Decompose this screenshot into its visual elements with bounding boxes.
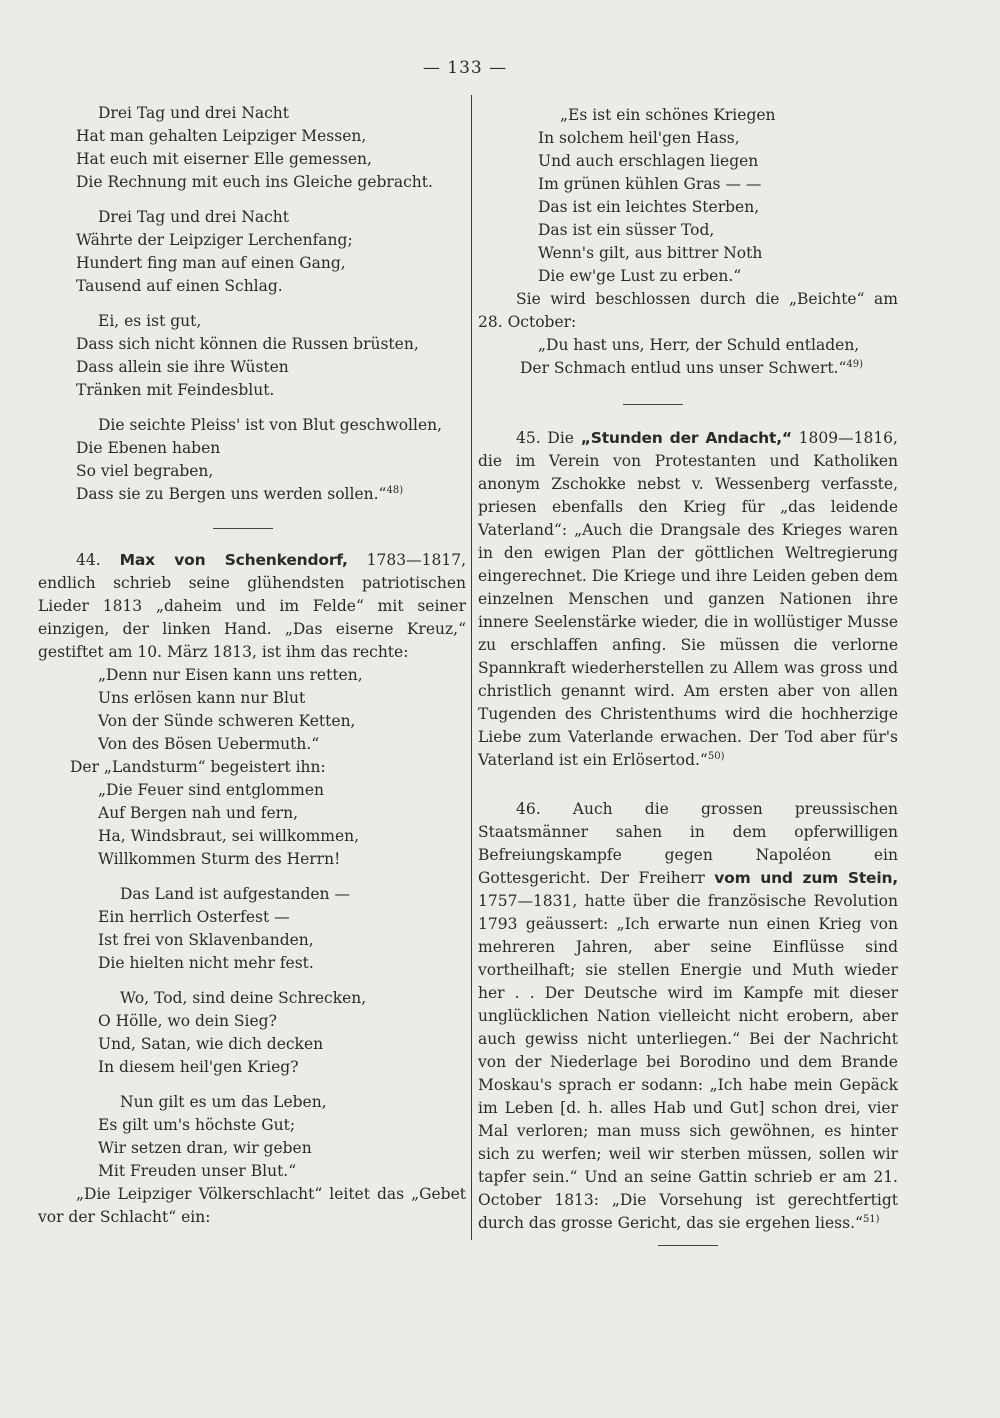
- verse-line: Die ew'ge Lust zu erben.“: [538, 267, 742, 285]
- verse-line: Und auch erschlagen liegen: [538, 152, 759, 170]
- verse-line: Das ist ein süsser Tod,: [538, 221, 715, 239]
- poem-stanza: [478, 334, 898, 380]
- verse-line: Das ist ein leichtes Sterben,: [538, 198, 760, 216]
- footnote-ref: 51): [862, 1213, 880, 1225]
- verse-line: Die Ebenen haben: [76, 439, 221, 457]
- verse-line: „Du hast uns, Herr, der Schuld entladen,: [538, 336, 860, 354]
- section-separator: [213, 528, 273, 529]
- gebet-intro: „Die Leipziger Völkerschlacht“ leitet das „Gebet vor der Schlacht“ ein:: [38, 1185, 466, 1226]
- verse-line: Der Schmach entlud uns unser Schwert.“$^{49)}$: [520, 358, 864, 377]
- page-number: — 133 —: [422, 58, 508, 78]
- beichte-intro: Sie wird beschlossen durch die „Beichte“ am 28. October:: [478, 290, 898, 331]
- column-divider: [471, 95, 472, 1240]
- verse-line: Die hielten nicht mehr fest.: [98, 954, 314, 972]
- verse-line: Drei Tag und drei Nacht: [98, 104, 290, 122]
- verse-line: Die Rechnung mit euch ins Gleiche gebracht.: [76, 173, 433, 191]
- person-name: Max von Schenkendorf,: [119, 551, 348, 569]
- poem-stanza: [38, 414, 466, 506]
- verse-line: Hat euch mit eiserner Elle gemessen,: [76, 150, 372, 168]
- section-separator: [623, 404, 683, 405]
- verse-line: Mit Freuden unser Blut.“: [98, 1162, 297, 1180]
- verse-line: „Die Feuer sind entglommen: [98, 781, 324, 799]
- work-title: „Stunden der Andacht,“: [580, 429, 792, 447]
- verse-line: Das Land ist aufgestanden —: [120, 885, 350, 903]
- poem-stanza: [478, 104, 898, 288]
- poem-stanza: [38, 206, 466, 298]
- poem-stanza: [38, 779, 466, 871]
- verse-line: In diesem heil'gen Krieg?: [98, 1058, 299, 1076]
- landsturm-intro: Der „Landsturm“ begeistert ihn:: [70, 758, 326, 776]
- poem-stanza: [38, 987, 466, 1079]
- footnote-ref: 49): [846, 358, 864, 370]
- verse-line: Von des Bösen Uebermuth.“: [98, 735, 320, 753]
- verse-line: „Es ist ein schönes Kriegen: [560, 106, 776, 124]
- verse-line: Tausend auf einen Schlag.: [76, 277, 283, 295]
- verse-line: Und, Satan, wie dich decken: [98, 1035, 324, 1053]
- poem-stanza: [38, 664, 466, 756]
- verse-line: Drei Tag und drei Nacht: [98, 208, 290, 226]
- footnote-ref: 50): [707, 750, 725, 762]
- poem-stanza: [38, 1091, 466, 1183]
- section-44: 44. Max von Schenkendorf, 1783—1817, endlich schrieb seine glühendsten patriotischen Lieder 1813 „daheim und im Felde“ mit seiner einzigen, der linken Hand. „Das eiserne Kreuz,“ gestiftet am 10. März 1813, ist ihm das rechte:: [38, 551, 466, 661]
- verse-line: Hat man gehalten Leipziger Messen,: [76, 127, 367, 145]
- verse-line: Wir setzen dran, wir geben: [98, 1139, 312, 1157]
- verse-line: Hundert fing man auf einen Gang,: [76, 254, 346, 272]
- poem-stanza: [38, 883, 466, 975]
- verse-line: Ein herrlich Osterfest —: [98, 908, 290, 926]
- verse-line: O Hölle, wo dein Sieg?: [98, 1012, 277, 1030]
- verse-line: Ha, Windsbraut, sei willkommen,: [98, 827, 360, 845]
- verse-line: Im grünen kühlen Gras — —: [538, 175, 762, 193]
- verse-line: In solchem heil'gen Hass,: [538, 129, 740, 147]
- verse-line: Nun gilt es um das Leben,: [120, 1093, 327, 1111]
- verse-line: Die seichte Pleiss' ist von Blut geschwollen,: [98, 416, 443, 434]
- verse-line: So viel begraben,: [76, 462, 214, 480]
- right-column: [478, 104, 898, 1246]
- verse-line: Wo, Tod, sind deine Schrecken,: [120, 989, 367, 1007]
- footnote-ref: 48): [386, 484, 404, 496]
- left-column: [38, 102, 466, 1229]
- section-separator: [658, 1245, 718, 1246]
- section-46: 46. Auch die grossen preussischen Staatsmänner sahen in dem opferwilligen Befreiungskampfe gegen Napoléon ein Gottesgericht. Der Freiherr vom und zum Stein, 1757—1831, hatte über die französische Revolution 1793 geäussert: „Ich erwarte nun einen Krieg von mehreren Jahren, aber seine Einflüsse sind vortheilhaft; sie stellen Energie und Muth wieder her . . Der Deutsche wird im Kampfe mit dieser unglücklichen Nation vielleicht nicht erobern, aber auch gewiss nicht unterliegen.“ Bei der Nachricht von der Niederlage bei Borodino und dem Brande Moskau's sprach er sodann: „Ich habe mein Gepäck im Leben [d. h. alles Hab und Gut] schon drei, vier Mal verloren; man muss sich gewöhnen, es hinter sich zu werfen; weil wir sterben müssen, sollen wir tapfer sein.“ Und an seine Gattin schrieb er am 21. October 1813: „Die Vorsehung ist gerechtfertigt durch das grosse Gericht, das sie ergehen liess.“$^{51)}$: [478, 800, 898, 1232]
- section-45: 45. Die „Stunden der Andacht,“ 1809—1816, die im Verein von Protestanten und Katholiken anonym Zschokke nebst v. Wessenberg verfasste, priesen ebenfalls den Krieg für „das leidende Vaterland“: „Auch die Drangsale des Krieges waren in den ewigen Plan der göttlichen Weltregierung eingerechnet. Die Kriege und ihre Leiden geben dem einzelnen Menschen und ganzen Nationen ihre innere Seelenstärke wieder, die in wollüstiger Musse zu erschlaffen anfing. Sie müssen die verlorne Spannkraft wiederherstellen zu Allem was gross und christlich genannt wird. Am ersten aber von allen Tugenden des Christenthums wird die hochherzige Liebe zum Vaterlande erwachen. Der Tod aber für's Vaterland ist ein Erlösertod.“$^{50)}$: [478, 429, 898, 769]
- verse-line: Von der Sünde schweren Ketten,: [98, 712, 356, 730]
- verse-line: Währte der Leipziger Lerchenfang;: [76, 231, 353, 249]
- verse-line: Tränken mit Feindesblut.: [76, 381, 275, 399]
- verse-line: Dass sich nicht können die Russen brüsten,: [76, 335, 419, 353]
- verse-line: Willkommen Sturm des Herrn!: [98, 850, 341, 868]
- verse-line: Dass allein sie ihre Wüsten: [76, 358, 289, 376]
- person-name: vom und zum Stein,: [714, 869, 898, 887]
- verse-line: Ei, es ist gut,: [98, 312, 202, 330]
- verse-line: Wenn's gilt, aus bittrer Noth: [538, 244, 763, 262]
- verse-line: Ist frei von Sklavenbanden,: [98, 931, 314, 949]
- poem-stanza: [38, 102, 466, 194]
- verse-line: Uns erlösen kann nur Blut: [98, 689, 306, 707]
- poem-stanza: [38, 310, 466, 402]
- verse-line: Dass sie zu Bergen uns werden sollen.“$^{48)}$: [76, 484, 404, 503]
- verse-line: „Denn nur Eisen kann uns retten,: [98, 666, 363, 684]
- verse-line: Auf Bergen nah und fern,: [98, 804, 298, 822]
- verse-line: Es gilt um's höchste Gut;: [98, 1116, 296, 1134]
